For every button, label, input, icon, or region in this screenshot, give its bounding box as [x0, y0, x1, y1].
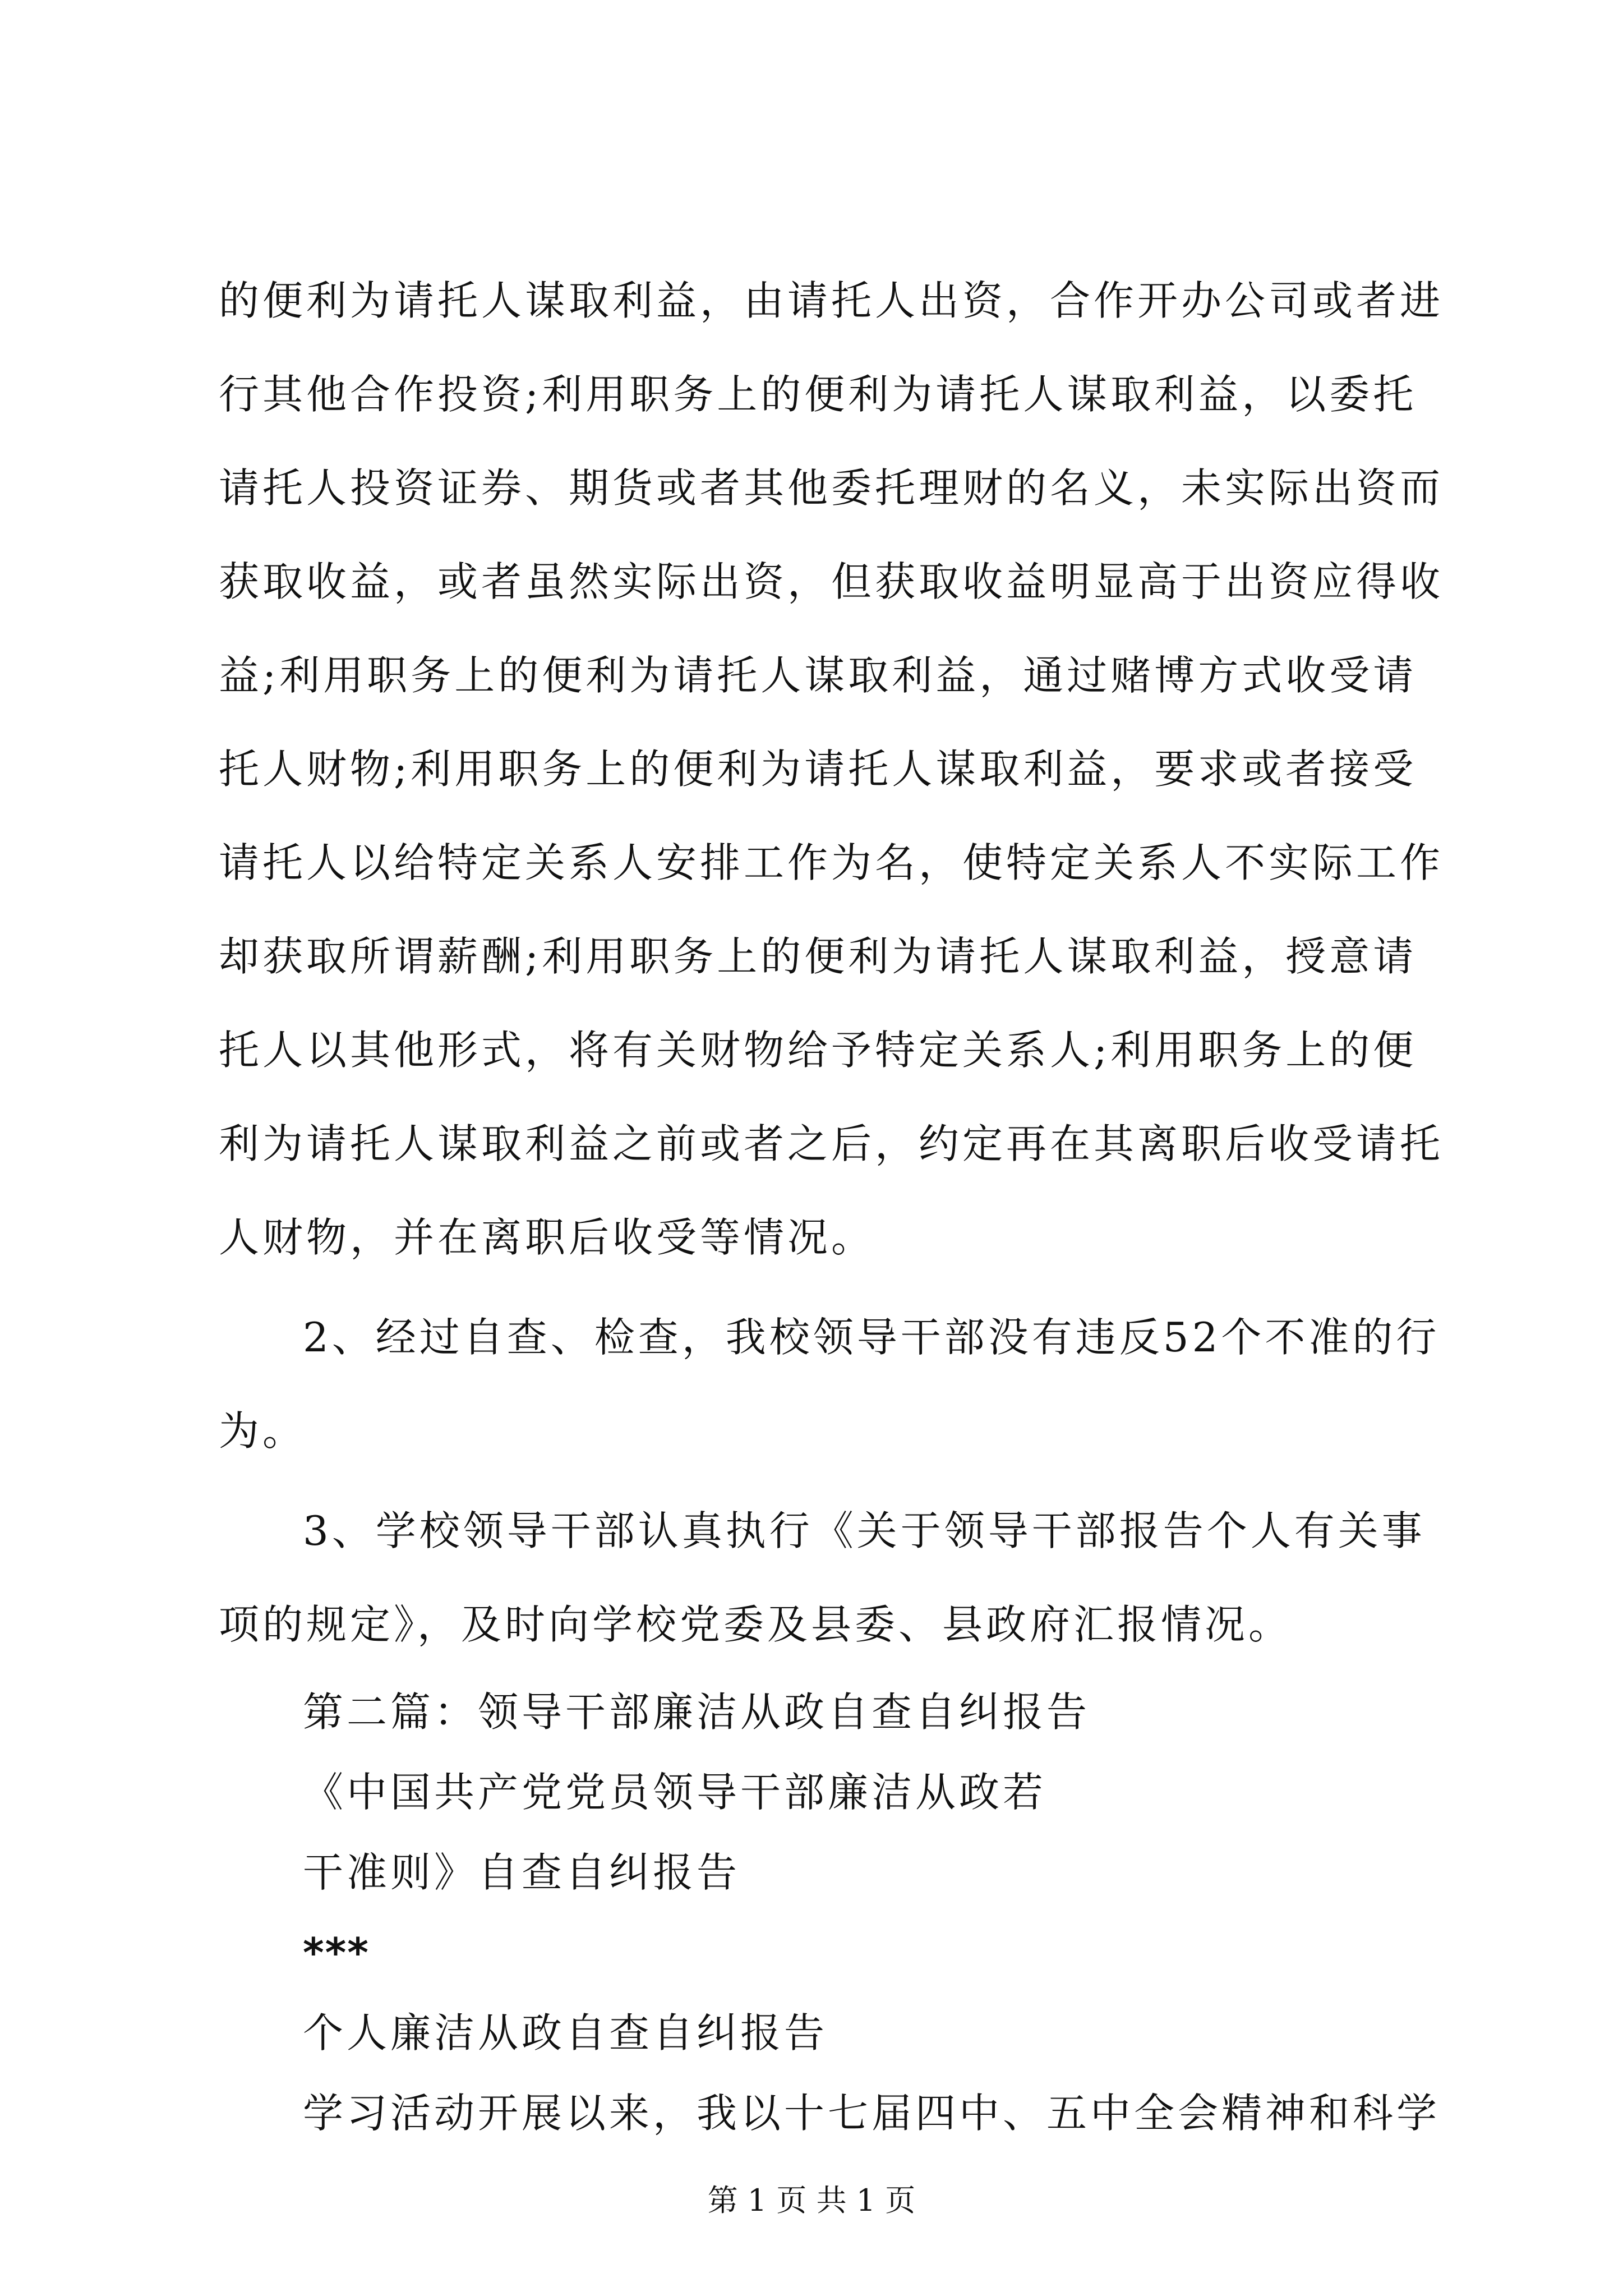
page-footer: 第 1 页 共 1 页 [707, 2183, 916, 2218]
document-title-line: 《中国共产党党员领导干部廉洁从政若 [303, 1769, 1047, 1816]
paragraph-2-line: 为。 [219, 1407, 307, 1455]
paragraph-3-line: 项的规定》，及时向学校党委及县委、县政府汇报情况。 [219, 1601, 1293, 1648]
section-heading: 第二篇：领导干部廉洁从政自查自纠报告 [303, 1688, 1091, 1736]
body-text-line: 人财物，并在离职后收受等情况。 [219, 1214, 875, 1261]
document-title-line: 干准则》自查自纠报告 [303, 1849, 741, 1896]
body-text-line: 获取收益，或者虽然实际出资，但获取收益明显高于出资应得收 [219, 558, 1444, 605]
paragraph-2-line: 2、经过自查、检查，我校领导干部没有违反52个不准的行 [303, 1314, 1440, 1361]
author-placeholder: *** [303, 1929, 370, 1976]
body-text-line: 托人以其他形式，将有关财物给予特定关系人;利用职务上的便 [219, 1027, 1417, 1074]
body-text-line: 学习活动开展以来，我以十七届四中、五中全会精神和科学 [303, 2090, 1441, 2137]
body-text-line: 托人财物;利用职务上的便利为请托人谋取利益，要求或者接受 [219, 746, 1417, 793]
body-text-line: 行其他合作投资;利用职务上的便利为请托人谋取利益，以委托 [219, 371, 1417, 418]
body-text-line: 利为请托人谋取利益之前或者之后，约定再在其离职后收受请托 [219, 1120, 1444, 1167]
body-text-line: 请托人投资证券、期货或者其他委托理财的名义，未实际出资而 [219, 464, 1444, 512]
report-subtitle: 个人廉洁从政自查自纠报告 [303, 2009, 828, 2056]
body-text-line: 益;利用职务上的便利为请托人谋取利益，通过赌博方式收受请 [219, 652, 1417, 699]
body-text-line: 请托人以给特定关系人安排工作为名，使特定关系人不实际工作 [219, 839, 1444, 886]
body-text-line: 的便利为请托人谋取利益，由请托人出资，合作开办公司或者进 [219, 277, 1444, 324]
paragraph-3-line: 3、学校领导干部认真执行《关于领导干部报告个人有关事 [303, 1507, 1426, 1554]
body-text-line: 却获取所谓薪酬;利用职务上的便利为请托人谋取利益，授意请 [219, 933, 1417, 980]
